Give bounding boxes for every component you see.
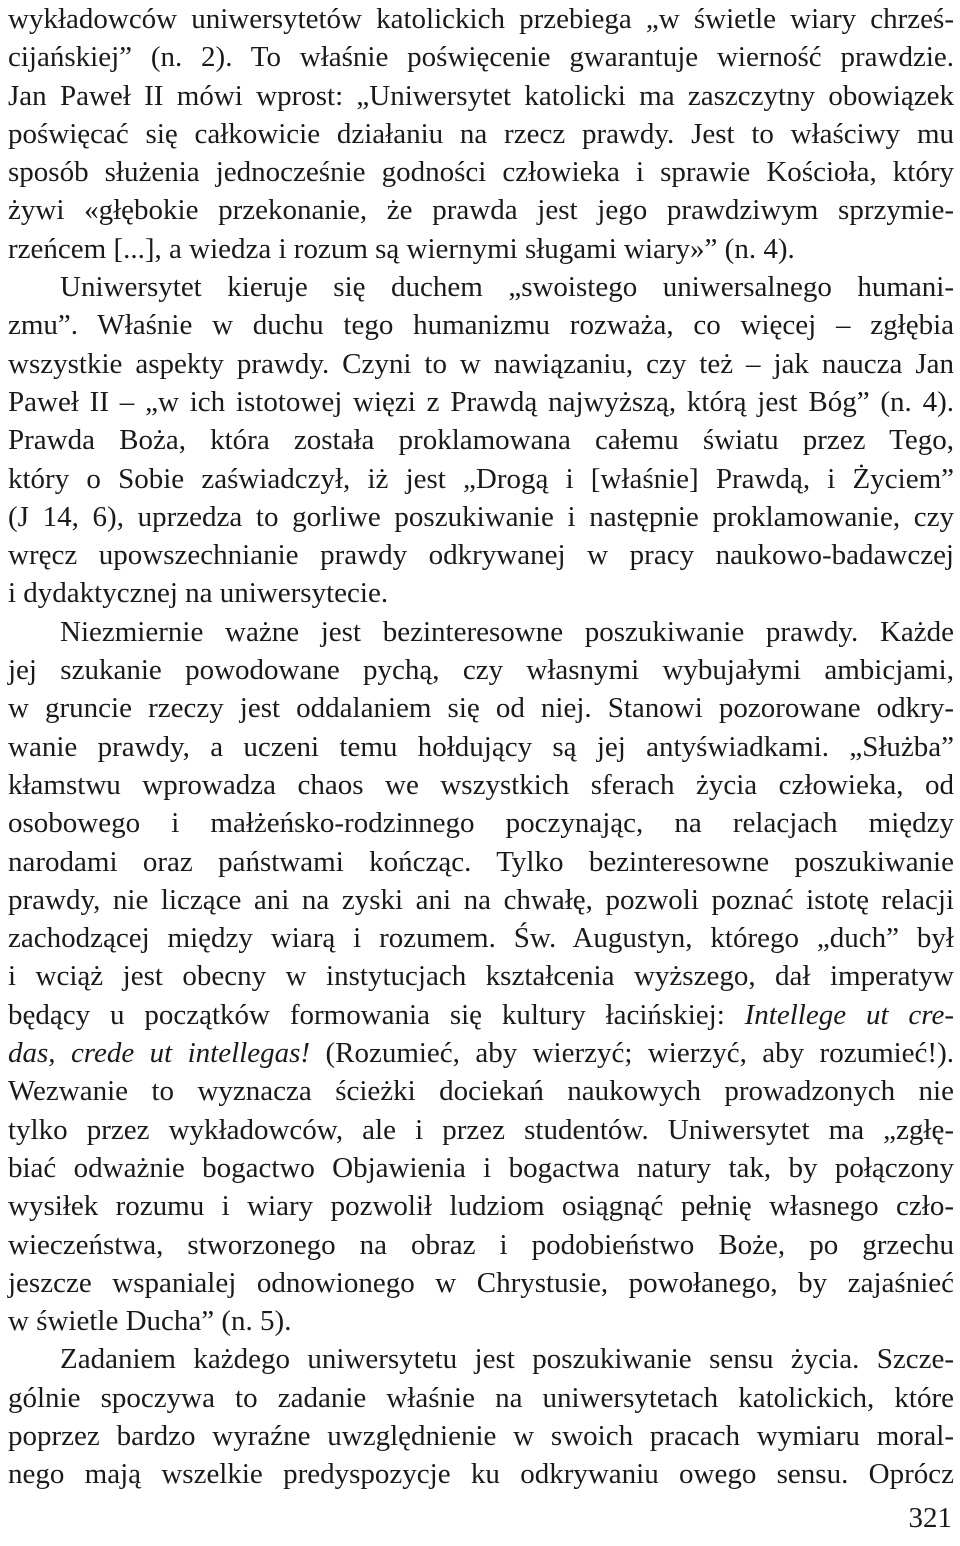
text-line: Jan Paweł II mówi wprost: „Uniwersytet katolicki ma zaszczytny obowiązek — [8, 79, 954, 112]
text-line: w gruncie rzeczy jest oddalaniem się od niej. Stanowi pozorowane odkry- — [8, 692, 954, 725]
text-line: Zadaniem każdego uniwersytetu jest poszukiwanie sensu życia. Szcze- — [60, 1343, 954, 1376]
text-line: sposób służenia jednocześnie godności człowieka i sprawie Kościoła, który — [8, 156, 954, 189]
text-line-with-latin — [8, 996, 954, 1034]
document-page — [8, 0, 954, 1494]
text-line: biać odważnie bogactwo Objawienia i bogactwa natury tak, by połączony — [8, 1151, 954, 1184]
text-line: Niezmiernie ważne jest bezinteresowne poszukiwanie prawdy. Każde — [60, 615, 954, 648]
text-line: wykładowców uniwersytetów katolickich przebiega „w świetle wiary chrześ- — [8, 3, 954, 35]
text-line: rzeńcem [...], a wiedza i rozum są wiernymi sługami wiary»” (n. 4). — [8, 232, 795, 265]
text-line: prawdy, nie liczące ani na zyski ani na chwałę, pozwoli poznać istotę relacji — [8, 883, 954, 916]
text-line: który o Sobie zaświadczył, iż jest „Drogą i [właśnie] Prawdą, i Życiem” — [8, 462, 954, 495]
text-line: nego mają wszelkie predyspozycje ku odkrywaniu owego sensu. Oprócz — [8, 1458, 954, 1491]
text-line: wysiłek rozumu i wiary pozwolił ludziom osiągnąć pełnię własnego czło- — [8, 1190, 954, 1223]
text-line: Wezwanie to wyznacza ścieżki dociekań naukowych prowadzonych nie — [8, 1075, 954, 1108]
text-line: cijańskiej” (n. 2). To właśnie poświęcenie gwarantuje wierność prawdzie. — [8, 41, 954, 74]
text-line: i wciąż jest obecny w instytucjach kształcenia wyższego, dał imperatyw — [8, 960, 954, 993]
text-line: poprzez bardzo wyraźne uwzględnienie w swoich pracach wymiaru moral- — [8, 1419, 954, 1452]
text-line: gólnie spoczywa to zadanie właśnie na uniwersytetach katolickich, które — [8, 1381, 954, 1414]
latin-phrase: das, crede ut intellegas! — [8, 1037, 311, 1070]
text-line: jeszcze wspanialej odnowionego w Chrystusie, powołanego, by zajaśnieć — [8, 1266, 954, 1299]
text-line: wieczeństwa, stworzonego na obraz i podobieństwo Boże, po grzechu — [8, 1228, 954, 1261]
latin-phrase: Intellege ut cre- — [744, 998, 954, 1031]
text-line: w świetle Ducha” (n. 5). — [8, 1305, 292, 1338]
text-line: i dydaktycznej na uniwersytecie. — [8, 577, 389, 610]
latin-translation: (Rozumieć, aby wierzyć; wierzyć, aby rozumieć!). — [310, 1037, 954, 1070]
text-line-with-latin — [8, 1034, 954, 1072]
page-number: 321 — [908, 1502, 952, 1534]
text-line: zmu”. Właśnie w duchu tego humanizmu rozważa, co więcej – zgłębia — [8, 309, 954, 342]
text-segment: będący u początków formowania się kultury łacińskiej: — [8, 998, 725, 1031]
text-line: żywi «głębokie przekonanie, że prawda jest jego prawdziwym sprzymie- — [8, 194, 954, 227]
text-line: kłamstwu wprowadza chaos we wszystkich sferach życia człowieka, od — [8, 768, 954, 801]
text-line: Prawda Boża, która została proklamowana całemu światu przez Tego, — [8, 424, 954, 457]
text-line: tylko przez wykładowców, ale i przez studentów. Uniwersytet ma „zgłę- — [8, 1113, 954, 1146]
text-line: jej szukanie powodowane pychą, czy własnymi wybujałymi ambicjami, — [8, 654, 954, 687]
text-line: osobowego i małżeńsko-rodzinnego poczynając, na relacjach między — [8, 807, 954, 840]
text-line: wręcz upowszechnianie prawdy odkrywanej w pracy naukowo-badawczej — [8, 539, 954, 572]
text-line: wszystkie aspekty prawdy. Czyni to w nawiązaniu, czy też – jak naucza Jan — [8, 347, 954, 380]
text-line: narodami oraz państwami kończąc. Tylko bezinteresowne poszukiwanie — [8, 845, 954, 878]
text-line: wanie prawdy, a uczeni temu hołdujący są jej antyświadkami. „Służba” — [8, 730, 954, 763]
text-line: zachodzącej między wiarą i rozumem. Św. Augustyn, którego „duch” był — [8, 922, 954, 955]
text-line: Paweł II – „w ich istotowej więzi z Prawdą najwyższą, którą jest Bóg” (n. 4). — [8, 385, 954, 418]
text-line: Uniwersytet kieruje się duchem „swoistego uniwersalnego humani- — [60, 271, 954, 304]
text-line: (J 14, 6), uprzedza to gorliwe poszukiwanie i następnie proklamowanie, czy — [8, 500, 954, 533]
text-line: poświęcać się całkowicie działaniu na rzecz prawdy. Jest to właściwy mu — [8, 117, 954, 150]
